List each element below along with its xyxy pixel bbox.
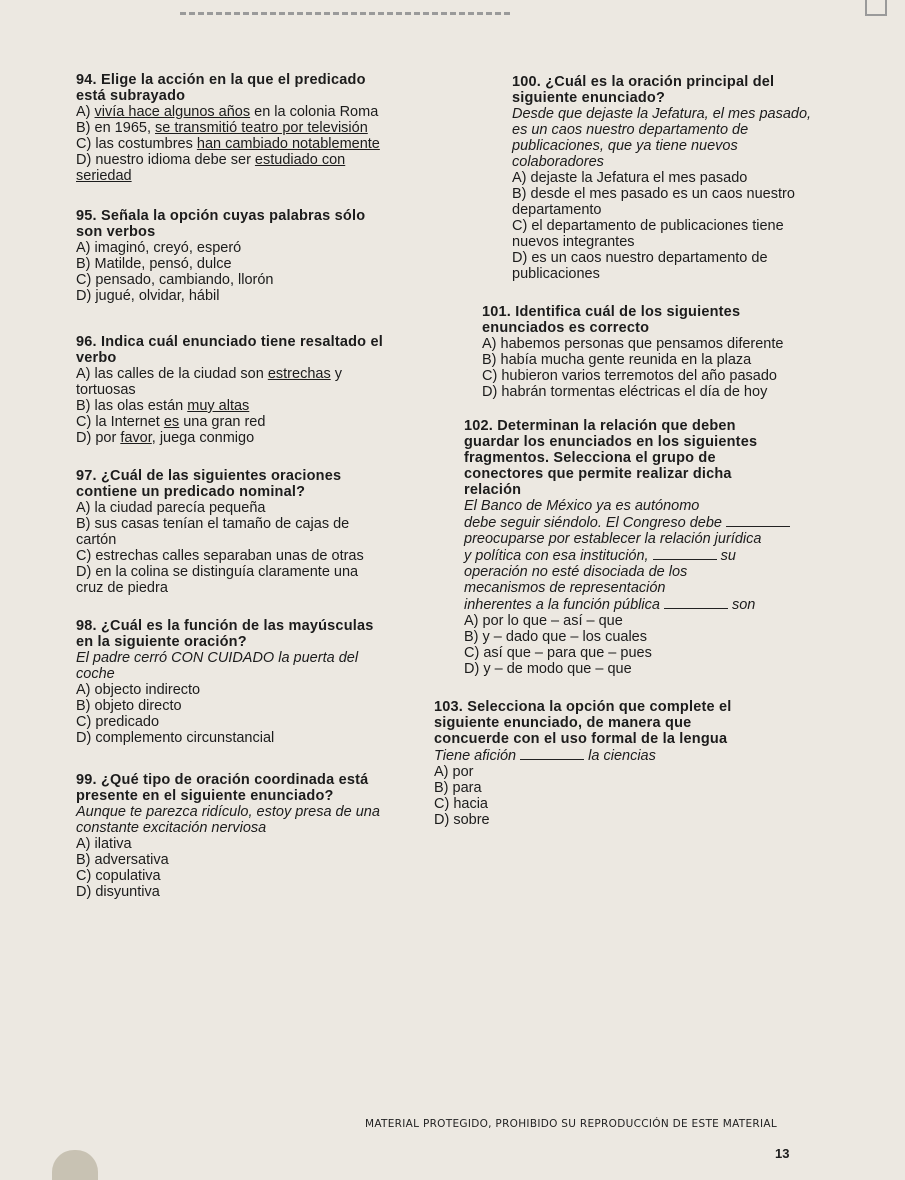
option-d-continued: cruz de piedra [76, 580, 168, 596]
option-a: A) vivía hace algunos años en la colonia Roma [76, 104, 379, 120]
question-stem: debe seguir siéndolo. El Congreso debe [464, 514, 890, 531]
question-title: conectores que permite realizar dicha [464, 466, 732, 482]
answer-blank [726, 514, 790, 527]
question-stem: publicaciones, que ya tiene nuevos [512, 138, 738, 154]
option-d-continued: publicaciones [512, 266, 600, 282]
option-a: A) dejaste la Jefatura el mes pasado [512, 170, 748, 186]
question-102 [430, 418, 890, 677]
option-d: D) complemento circunstancial [76, 730, 275, 746]
question-94 [76, 72, 448, 184]
option-b: B) desde el mes pasado es un caos nuestro [512, 186, 795, 202]
option-b: B) sus casas tenían el tamaño de cajas de [76, 516, 350, 532]
question-stem: Tiene afición la ciencias [434, 748, 656, 764]
option-b: B) las olas están muy altas [76, 398, 250, 414]
option-c: C) hubieron varios terremotos del año pasado [482, 368, 777, 384]
question-98 [76, 618, 448, 746]
option-c-continued: nuevos integrantes [512, 234, 635, 250]
question-title: 99. ¿Qué tipo de oración coordinada está [76, 772, 369, 788]
option-c: C) predicado [76, 714, 160, 730]
option-b: B) objeto directo [76, 698, 182, 714]
question-100 [430, 74, 890, 282]
university-seal-icon [52, 1150, 98, 1180]
option-a-continued: tortuosas [76, 382, 136, 398]
copyright-notice: MATERIAL PROTEGIDO, PROHIBIDO SU REPRODUCCIÓN DE ESTE MATERIAL [365, 1118, 778, 1130]
question-title: 101. Identifica cuál de los siguientes [482, 304, 741, 320]
question-stem: inherentes a la función pública son [464, 597, 756, 613]
option-d: D) habrán tormentas eléctricas el día de hoy [482, 384, 768, 400]
question-stem: constante excitación nerviosa [76, 820, 267, 836]
option-a: A) por [434, 764, 474, 780]
question-stem: mecanismos de representación [464, 580, 666, 596]
question-title: concuerde con el uso formal de la lengua [434, 731, 728, 747]
question-title: presente en el siguiente enunciado? [76, 788, 334, 804]
option-b-continued: cartón [76, 532, 117, 548]
option-a: A) imaginó, creyó, esperó [76, 240, 242, 256]
question-97 [76, 468, 448, 596]
option-b: B) Matilde, pensó, dulce [76, 256, 232, 272]
question-title: 102. Determinan la relación que deben [464, 418, 736, 434]
option-d: D) sobre [434, 812, 490, 828]
question-title: verbo [76, 350, 117, 366]
question-stem: preocuparse por establecer la relación jurídica [464, 531, 762, 547]
option-c: C) la Internet es una gran red [76, 414, 266, 430]
option-a: A) ilativa [76, 836, 132, 852]
option-d: D) es un caos nuestro departamento de [512, 250, 768, 266]
question-101 [430, 304, 890, 400]
option-b: B) adversativa [76, 852, 169, 868]
option-d: D) disyuntiva [76, 884, 160, 900]
question-title: 94. Elige la acción en la que el predicado [76, 72, 366, 88]
question-stem: Desde que dejaste la Jefatura, el mes pasado, [512, 106, 812, 122]
question-96 [76, 334, 448, 446]
question-title: 103. Selecciona la opción que complete el [434, 699, 732, 715]
question-title: 97. ¿Cuál de las siguientes oraciones [76, 468, 342, 484]
option-b-continued: departamento [512, 202, 602, 218]
option-b: B) había mucha gente reunida en la plaza [482, 352, 752, 368]
question-title: guardar los enunciados en los siguientes [464, 434, 758, 450]
option-d: D) y – de modo que – que [464, 661, 632, 677]
question-stem: El padre cerró CON CUIDADO la puerta del [76, 650, 359, 666]
question-title: fragmentos. Selecciona el grupo de [464, 450, 716, 466]
question-stem: operación no esté disociada de los [464, 564, 688, 580]
option-b: B) y – dado que – los cuales [464, 629, 647, 645]
page-top-dashed-line [180, 12, 510, 15]
option-c: C) las costumbres han cambiado notablemente [76, 136, 380, 152]
page-number: 13 [775, 1146, 790, 1161]
question-95 [76, 208, 448, 304]
question-stem: y política con esa institución, su [464, 548, 736, 564]
question-title: siguiente enunciado? [512, 90, 666, 106]
option-d: D) nuestro idioma debe ser estudiado con [76, 152, 346, 168]
question-title: siguiente enunciado, de manera que [434, 715, 692, 731]
option-d-continued: seriedad [76, 168, 132, 184]
page-corner-mark [865, 0, 887, 16]
answer-blank [653, 547, 717, 560]
question-title: está subrayado [76, 88, 186, 104]
question-stem: El Banco de México ya es autónomo [464, 498, 700, 514]
question-title: en la siguiente oración? [76, 634, 247, 650]
right-column [430, 74, 890, 846]
option-d: D) jugué, olvidar, hábil [76, 288, 220, 304]
question-title: contiene un predicado nominal? [76, 484, 306, 500]
option-a: A) la ciudad parecía pequeña [76, 500, 266, 516]
option-a: A) habemos personas que pensamos diferente [482, 336, 784, 352]
question-stem: coche [76, 666, 115, 682]
option-a: A) por lo que – así – que [464, 613, 623, 629]
question-title: 95. Señala la opción cuyas palabras sólo [76, 208, 366, 224]
answer-blank [664, 596, 728, 609]
question-99 [76, 772, 448, 900]
option-d: D) por favor, juega conmigo [76, 430, 255, 446]
option-c: C) así que – para que – pues [464, 645, 652, 661]
question-stem: es un caos nuestro departamento de [512, 122, 749, 138]
answer-blank [520, 747, 584, 760]
question-title: relación [464, 482, 522, 498]
option-b: B) para [434, 780, 482, 796]
option-d: D) en la colina se distinguía claramente una [76, 564, 359, 580]
option-a: A) objecto indirecto [76, 682, 201, 698]
question-103 [430, 699, 890, 828]
question-stem: Aunque te parezca ridículo, estoy presa de una [76, 804, 380, 820]
option-b: B) en 1965, se transmitió teatro por televisión [76, 120, 368, 136]
question-title: enunciados es correcto [482, 320, 650, 336]
question-stem: colaboradores [512, 154, 604, 170]
option-c: C) copulativa [76, 868, 161, 884]
question-title: 100. ¿Cuál es la oración principal del [512, 74, 775, 90]
option-c: C) hacia [434, 796, 488, 812]
question-title: 98. ¿Cuál es la función de las mayúsculas [76, 618, 374, 634]
question-title: son verbos [76, 224, 156, 240]
question-title: 96. Indica cuál enunciado tiene resaltado el [76, 334, 383, 350]
option-a: A) las calles de la ciudad son estrechas y [76, 366, 342, 382]
option-c: C) el departamento de publicaciones tiene [512, 218, 784, 234]
left-column [76, 72, 448, 918]
option-c: C) estrechas calles separaban unas de otras [76, 548, 364, 564]
option-c: C) pensado, cambiando, llorón [76, 272, 274, 288]
